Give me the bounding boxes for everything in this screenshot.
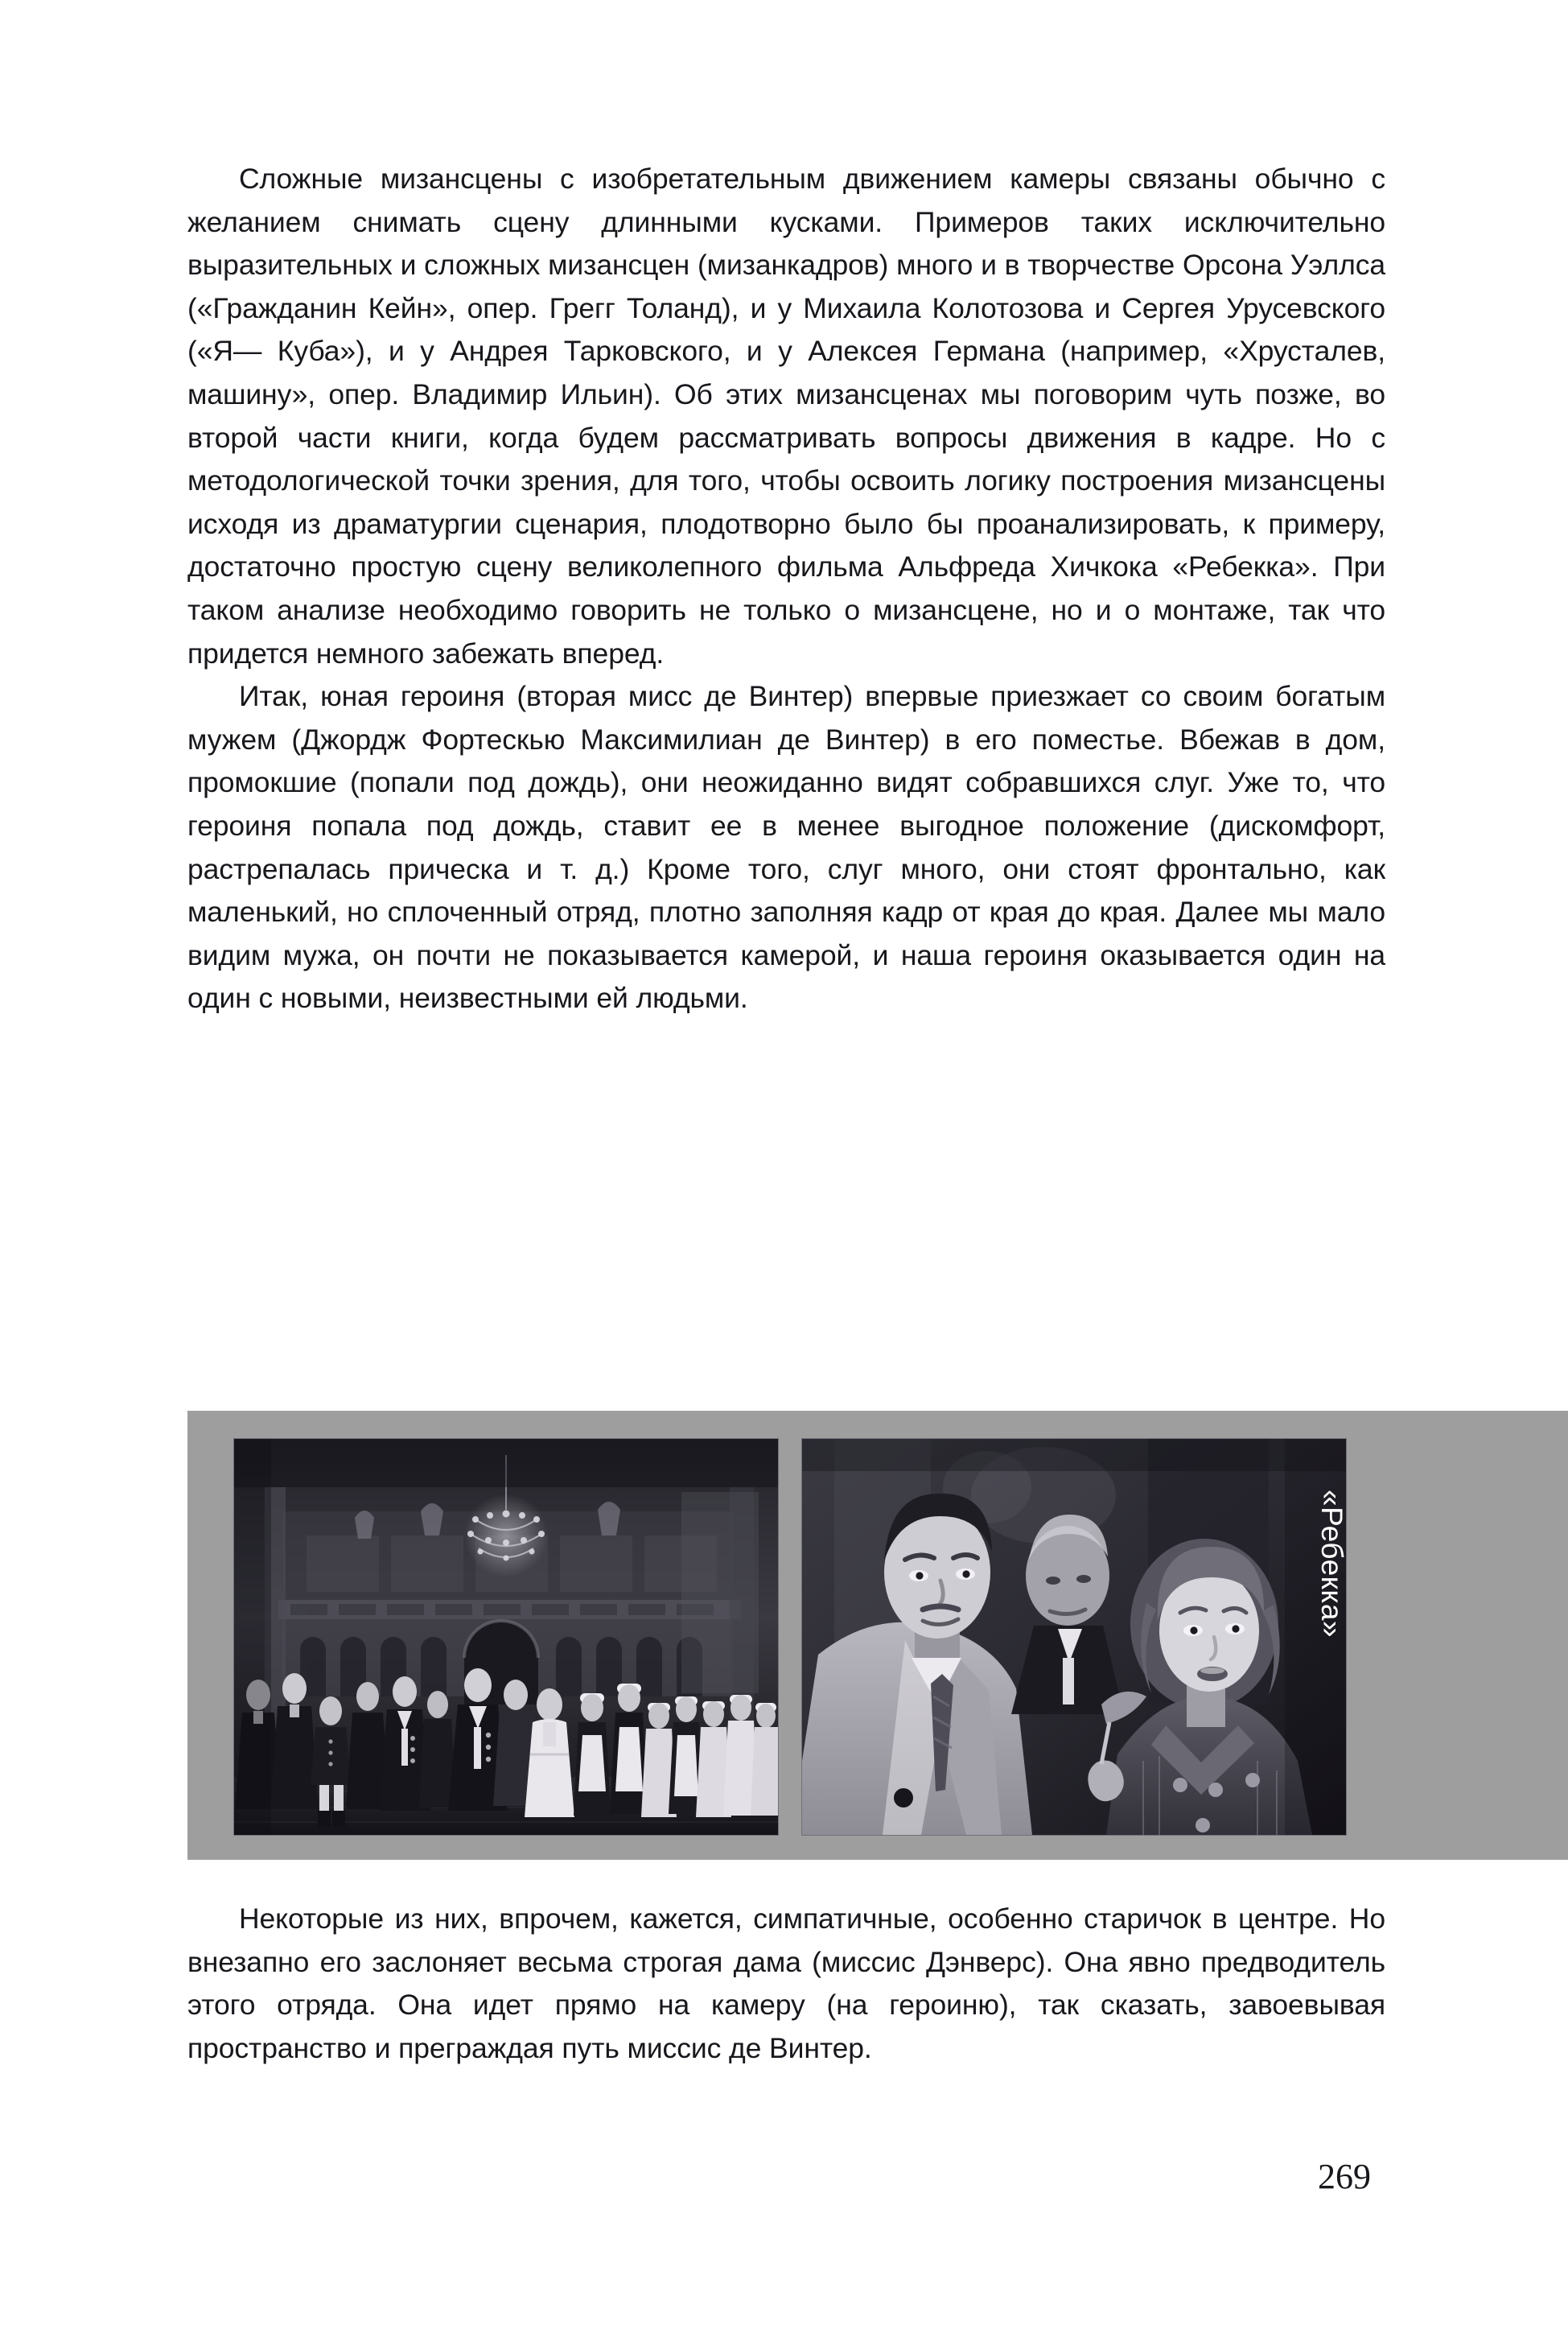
- couple-closeup-illustration: [802, 1439, 1346, 1835]
- figure-side-caption: «Ребекка»: [1315, 1490, 1348, 1638]
- couple-closeup-photo: [801, 1438, 1347, 1836]
- paragraph-2: Итак, юная героиня (вторая мисс де Винтер) впервые приезжает со своим богатым мужем (Джордж Фортескью Максимилиан де Винтер) в его поместье. Вбежав в дом, промокшие (попали под дождь), они неожиданно видят собравшихся слуг. Уже то, что героиня попала под дождь, ставит ее в менее выгодное положение (дискомфорт, растрепалась прическа и т. д.) Кроме того, слуг много, они стоят фронтально, как маленький, но сплоченный отряд, плотно заполняя кадр от края до края. Далее мы мало видим мужа, он почти не показывается камерой, и наша героиня оказывается один на один с новыми, неизвестными ей людьми.: [187, 680, 1385, 1015]
- figure-photo-row: [233, 1438, 1347, 1836]
- page-number: 269: [1318, 2157, 1371, 2196]
- servants-lineup-photo: [233, 1438, 779, 1836]
- figure-band: [187, 1411, 1568, 1860]
- paragraph-1: Сложные мизансцены с изобретательным движением камеры связаны обычно с желанием снимать сцену длинными кусками. Примеров таких исключительно выразительных и сложных мизансцен (мизанкадров) много и в творчестве Орсона Уэллса («Гражданин Кейн», опер. Грегг Толанд), и у Михаила Колотозова и Сергея Урусевского («Я— Куба»), и у Андрея Тарковского, и у Алексея Германа (например, «Хрусталев, машину», опер. Владимир Ильин). Об этих мизансценах мы поговорим чуть позже, во второй части книги, когда будем рассматривать вопросы движения в кадре. Но с методологической точки зрения, для того, чтобы освоить логику построения мизансцены исходя из драматургии сценария, плодотворно было бы проанализировать, к примеру, достаточно простую сцену великолепного фильма Альфреда Хичкока «Ребекка». При таком анализе необходимо говорить не только о мизансцене, но и о монтаже, так что придется немного забежать вперед.: [187, 163, 1385, 670]
- paragraph-3: Некоторые из них, впрочем, кажется, симпатичные, особенно старичок в центре. Но внезапно его заслоняет весьма строгая дама (миссис Дэнверс). Она явно предводитель этого отряда. Она идет прямо на камеру (на героиню), так сказать, завоевывая пространство и преграждая путь миссис де Винтер.: [187, 1902, 1385, 2064]
- body-text-upper: [187, 158, 1385, 1020]
- body-text-lower: [187, 1898, 1385, 2070]
- servants-lineup-illustration: [234, 1439, 778, 1835]
